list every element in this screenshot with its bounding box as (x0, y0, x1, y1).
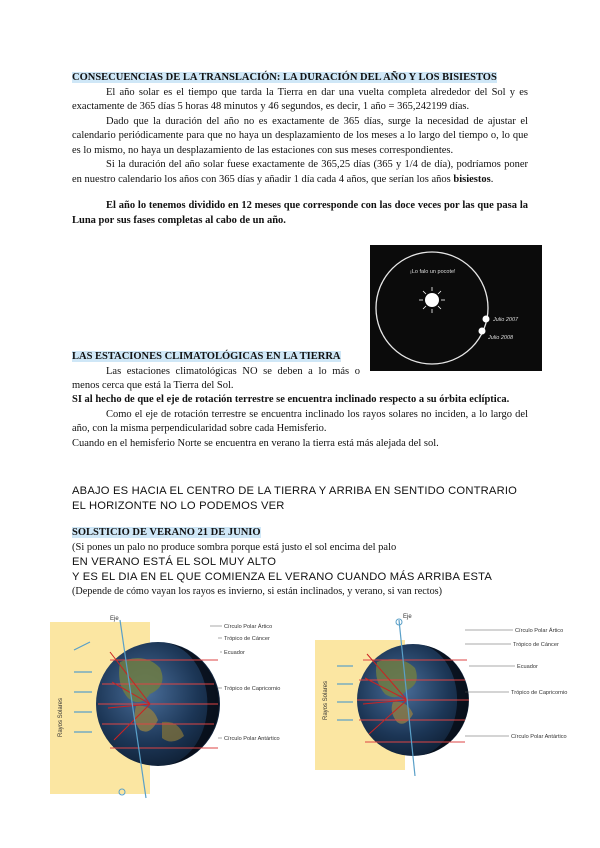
left-label-cancer: Trópico de Cáncer (224, 636, 270, 642)
section-estaciones-head (72, 350, 360, 394)
left-rayos-label: Rayos Solares (58, 697, 64, 737)
paragraph-meses: El año lo tenemos dividido en 12 meses que corresponde con las doce veces por las que pasa la Luna por sus fases completas al cabo de un año. (72, 200, 528, 226)
caps-line-2: EL HORIZONTE NO LO PODEMOS VER (72, 500, 285, 512)
solsticio-line-4: (Depende de cómo vayan los rayos es invierno, si están inclinados, y verano, si van rectos) (72, 586, 443, 597)
orbit-label-3: Julio 2008 (488, 335, 514, 341)
right-label-artico: Círculo Polar Ártico (515, 628, 564, 634)
paragraph-rayos: Como el eje de rotación terrestre se encuentra inclinado los rayos solares no inciden, a lo largo del año, con la misma perpendicularidad sobre cada Hemisferio. (72, 408, 528, 434)
paragraph-bisiestos: Si la duración del año solar fuese exactamente de 365,25 días (365 y 1/4 de día), podríamos poner en nuestro calendario los años con 365 días y añadir 1 día cada 4 años, que serían los años bisiestos. (72, 159, 528, 185)
section-estaciones-body (72, 393, 528, 451)
left-label-capricornio: Trópico de Capricornio (224, 686, 281, 692)
solsticio-line-2: EN VERANO ESTÁ EL SOL MUY ALTO (72, 556, 277, 568)
orbit-label-1: ¡Lo falo un pocote! (410, 269, 456, 275)
left-label-antartico: Círculo Polar Antártico (224, 736, 280, 742)
section-translacion (72, 71, 528, 228)
section-solsticio (72, 526, 542, 599)
right-eje-label: Eje (403, 614, 412, 620)
diagram-solsticio-right (315, 610, 585, 780)
orbit-label-2: Julio 2007 (493, 317, 519, 323)
paragraph-estaciones-no: Las estaciones climatológicas NO se deben a lo más o menos cerca que está la Tierra del Sol. (72, 365, 360, 391)
paragraph-eje-inclinado: SI al hecho de que el eje de rotación terrestre se encuentra inclinado respecto a su órbita eclíptica. (72, 394, 510, 405)
right-rayos-label: Rayos Solares (323, 680, 329, 720)
right-label-cancer: Trópico de Cáncer (513, 642, 559, 648)
paragraph-hemisferio-norte: Cuando en el hemisferio Norte se encuentra en verano la tierra está más alejada del sol. (72, 437, 439, 449)
heading-estaciones: LAS ESTACIONES CLIMATOLÓGICAS EN LA TIERRA (72, 351, 341, 362)
left-eje-label: Eje (110, 616, 119, 622)
diagram-solsticio-left (50, 612, 300, 804)
orbit-illustration (370, 245, 542, 371)
caps-note (72, 484, 542, 514)
paragraph-ano-solar: El año solar es el tiempo que tarda la Tierra en dar una vuelta completa alrededor del Sol y es exactamente de 365 días 5 horas 48 minutos y 46 segundos, es decir, 1 año = 365,242199 días. (72, 86, 528, 112)
paragraph-calendario: Dado que la duración del año no es exactamente de 365 días, surge la necesidad de ajustar el calendario periódicamente para que no haya un desplazamiento de los meses a lo largo del tiempo o, lo que es lo mismo, no haya un desplazamiento de las estaciones con sus meses correspondientes. (72, 115, 528, 156)
right-label-ecuador: Ecuador (517, 664, 538, 670)
heading-translacion: CONSECUENCIAS DE LA TRANSLACIÓN: LA DURACIÓN DEL AÑO Y LOS BISIESTOS (72, 72, 497, 83)
left-label-ecuador: Ecuador (224, 650, 245, 656)
caps-line-1: ABAJO ES HACIA EL CENTRO DE LA TIERRA Y ARRIBA EN SENTIDO CONTRARIO (72, 485, 518, 497)
solsticio-line-1: (Si pones un palo no produce sombra porque está justo el sol encima del palo (72, 541, 397, 553)
heading-solsticio: SOLSTICIO DE VERANO 21 DE JUNIO (72, 527, 261, 538)
solsticio-line-3: Y ES EL DIA EN EL QUE COMIENZA EL VERANO CUANDO MÁS ARRIBA ESTA (72, 571, 493, 583)
left-label-artico: Círculo Polar Ártico (224, 624, 273, 630)
orbit-image (370, 245, 542, 371)
right-label-capricornio: Trópico de Capricornio (511, 690, 568, 696)
right-label-antartico: Círculo Polar Antártico (511, 734, 567, 740)
